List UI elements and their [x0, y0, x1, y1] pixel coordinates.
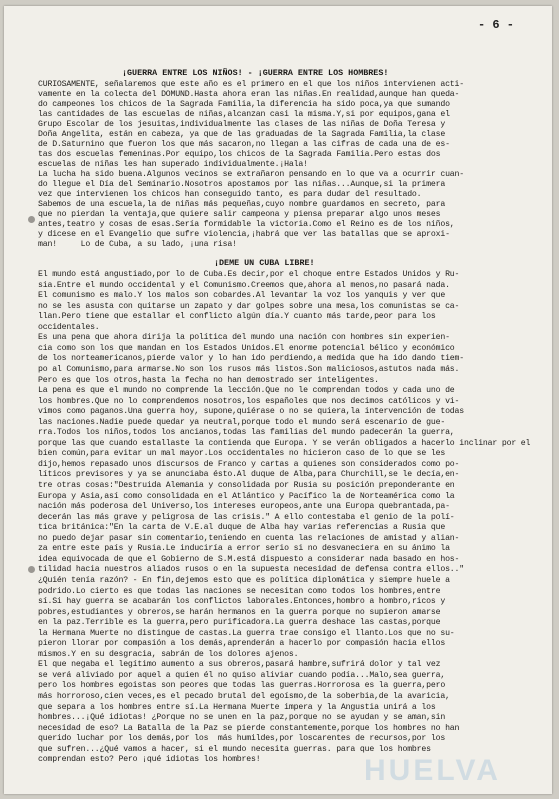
text-line: cia como son los que mandan en los Estados Unidos.El enorme potencial bélico y económico: [38, 343, 455, 353]
text-line: y dicese en el Evangelio que sufre violencia,¡habrá que ver las batallas que se aproxi-: [38, 230, 450, 239]
text-line: vamente en la colecta del DOMUND.Hasta ahora eran las niñas.En realidad,aunque han queda-: [38, 90, 460, 99]
text-line: querido luchar por los demás,por los más humildes,por loscarentes de recursos,por los: [38, 734, 446, 744]
text-line: occidentales.: [38, 322, 100, 332]
text-line: dijo,hemos repasado unos discursos de Franco y cartas a quienes son considerados como po-: [38, 459, 460, 469]
text-line: pobres,estudiantes y obreros,se harán hermanos en la guerra porque no supieron amarse: [38, 607, 441, 617]
text-line: necesidad de eso? La Batalla de la Paz se pierde constantemente,porque los hombres no han: [38, 723, 460, 733]
text-line: bien común,para evitar un mal mayor.Los occidentales no hicieron caso de lo que se les: [38, 449, 446, 459]
text-line: porque las que cuando estallaste la contienda que Europa. Y se verán obligados a hacerlo inclinar por el: [38, 438, 531, 448]
text-line: sia.Entre el mundo occidental y el Comunismo.Creemos que,ahora al menos,no pasará nada.: [38, 280, 450, 290]
text-line: sí.Si hay guerra se acabarán los conflictos laborales.Entonces,hombro a hombro,ricos y: [38, 597, 446, 607]
text-line: man! Lo de Cuba, a su lado, ¡una risa!: [38, 240, 237, 249]
text-line: do campeones los chicos de la Sagrada Familia,la diferencia ha sido poca,ya que sumando: [38, 100, 450, 109]
text-line: hombres...¡Qué idiotas! ¿Porque no se unen en la paz,porque no se ayudan y se aman,sin: [38, 713, 446, 723]
watermark: HUELVA: [364, 754, 501, 787]
text-line: no puedo dejar pasar sin comentario,teniendo en cuenta las relaciones de amistad y alian-: [38, 533, 460, 543]
punch-hole: [28, 566, 35, 573]
text-line: decerán las más grave y peligrosa de las crisis." A ello contestaba el genio de la polí-: [38, 512, 455, 522]
text-line: pieron llorar por compasión a los demás,aprenderán a hacerlo por compasión hacia ellos: [38, 639, 446, 649]
text-line: mismos.Y en su desgracia, sabrán de los dolores ajenos.: [38, 649, 299, 659]
text-line: La pena es que el mundo no comprende la lección.Que no le comprendan todos y cada uno de: [38, 386, 455, 396]
text-line: nación más poderosa del Universo,los intereses europeos,ante una Europa quebrantada,pa-: [38, 502, 450, 512]
document-page: [4, 6, 552, 794]
text-line: Sabemos de una escuela,la de niñas más pequeñas,cuyo nombre guardamos en secreto, para: [38, 200, 446, 209]
punch-hole: [28, 216, 35, 223]
text-line: escuelas de niñas les han superado individualmente.¡Hala!: [38, 160, 308, 169]
text-line: tilidad hacia nuestros aliados rusos o en la supuesta necesidad de defensa contra ellos..": [38, 565, 464, 575]
text-line: la Hermana Muerte no distingue de castas.La guerra trae consigo el llanto.Los que no su-: [38, 628, 455, 638]
section-title-guerra: ¡GUERRA ENTRE LOS NIÑOS! - ¡GUERRA ENTRE LOS HOMBRES!: [122, 68, 389, 78]
text-line: las naciones.Nadie puede quedar ya neutral,porque todo el mundo será escenario de gue-: [38, 417, 446, 427]
text-line: rra.Todos los niños,todos los ancianos,todas las familias del mundo padecerán la guerra,: [38, 428, 455, 438]
text-line: tica británica:"En la carta de V.E.al duque de Alba hay varias referencias a Rusia que: [38, 523, 446, 533]
text-line: tas dos escuelas femeninas.Por equipo,los chicos de la Sagrada Familia.Pero estas dos: [38, 150, 441, 159]
text-line: La lucha ha sido buena.Algunos vecinos se extrañaron pensando en lo que va a ocurrir cuan-: [38, 170, 464, 179]
text-line: El que negaba el legítimo aumento a sus obreros,pasará hambre,sufrirá dolor y tal vez: [38, 660, 441, 670]
text-line: po al Comunismo,para armarse.No son los rusos más listos.Son maliciosos,astutos nada más.: [38, 364, 460, 374]
text-line: que no pierdan la ventaja,que quiere salir campeona y piensa preparar algo unos meses: [38, 210, 441, 219]
section-title-cuba: ¡DEME UN CUBA LIBRE!: [214, 258, 315, 268]
text-line: se verá aliviado por aquel a quien él no quiso aliviar cuando podía...Malo,sea guerra,: [38, 670, 446, 680]
text-line: idea equivocada de que el Gobierno de S.M.está dispuesto a considerar nada basado en hos-: [38, 554, 460, 564]
text-line: Doña Angelita, están en cabeza, ya que de las graduadas de la Sagrada Familia,la clase: [38, 130, 446, 139]
text-line: CURIOSAMENTE, señalaremos que este año es el primero en el que los niños intervienen acti-: [38, 80, 464, 89]
page-number: - 6 -: [478, 18, 515, 32]
text-line: ¿Quién tenía razón? - En fin,dejemos esto que es política diplomática y siempre huele a: [38, 575, 450, 585]
text-line: vimos como paganos.Una guerra hoy, supone,quiérase o no se quiera,la intervención de todas: [38, 407, 464, 417]
text-line: tre otras cosas:"Destruida Alemania y consolidada por Rusia su posición preponderante en: [38, 481, 455, 490]
text-line: Pero es que los otros,hasta la fecha no han demostrado ser inteligentes.: [38, 375, 379, 385]
text-line: líticos previsores y ya se anunciaba ésto.Al duque de Alba,para Churchill,se le decía,en-: [38, 470, 460, 480]
text-line: llan.Pero tiene que estallar el conflicto algún día.Y cuanto más tarde,peor para los: [38, 312, 436, 322]
text-line: antes,teatro y cosas de esas.Sería formidable la victoria.Como el Reino es de los niños,: [38, 220, 455, 229]
text-line: vez que intervienen los chicos han conseguido tanto, es para dudar del resultado.: [38, 190, 422, 199]
text-line: pero los hombres egoistas son peores que todas las guerras.Horrorosa es la guerra,pero: [38, 681, 446, 691]
text-line: más horroroso,cien veces,es el pecado brutal del egoísmo,de la soberbia,de la avaricia,: [38, 692, 450, 701]
text-line: no se les asusta con quitarse un zapato y dar golpes sobre una mesa,los comunistas se ca-: [38, 301, 460, 311]
text-line: Es una pena que ahora dirija la política del mundo una nación con hombres sin experien-: [38, 333, 450, 343]
text-line: Grupo Escolar de los jesuitas,individualmente las clases de las niñas de Doña Teresa y: [38, 120, 446, 129]
text-line: que separa a los hombres entre sí.La Hermana Muerte impera y la Angustia unirá a los: [38, 702, 436, 712]
text-line: que sufren...¿Qué vamos a hacer, si el mundo necesita guerras. para que los hombres: [38, 744, 431, 754]
text-line: en la paz.Terrible es la guerra,pero purificadora.La guerra deshace las castas,porque: [38, 618, 441, 628]
text-line: los hombres.Que no lo comprendemos nosotros,los españoles que nos decimos católicos y vi-: [38, 396, 460, 406]
text-line: El comunismo es malo.Y los malos son cobardes.Al levantar la voz los yanquis y ver que: [38, 291, 446, 301]
text-line: de D.Saturnino que fueron los que más sacaron,no llegan a las cifras de cada una de es-: [38, 140, 450, 149]
text-line: za entre este país y Rusia.Le induciría a error serio si no desvaneciera en su ánimo la: [38, 544, 450, 554]
text-line: El mundo está angustiado,por lo de Cuba.Es decir,por el choque entre Estados Unidos y Ru-: [38, 270, 460, 279]
text-line: Europa y Asia,así como consolidada en el Atlántico y Pacífico la de Norteamérica como la: [38, 491, 455, 501]
text-line: de los norteamericanos,pierde valor y lo han ido perdiendo,a medida que ha ido dando tiem-: [38, 354, 464, 364]
text-line: las cantidades de las escuelas de niñas,alcanzan casi la misma.Y,si por equipos,gana el: [38, 110, 450, 119]
text-line: do llegue el Día del Seminario.Nosotros apostamos por las niñas...Aunque,si la primera: [38, 180, 446, 189]
text-line: comprendan esto? Pero ¡qué idiotas los hombres!: [38, 755, 261, 765]
text-line: podrido.Lo cierto es que todas las naciones se necesitan como todos los hombres,entre: [38, 586, 441, 596]
